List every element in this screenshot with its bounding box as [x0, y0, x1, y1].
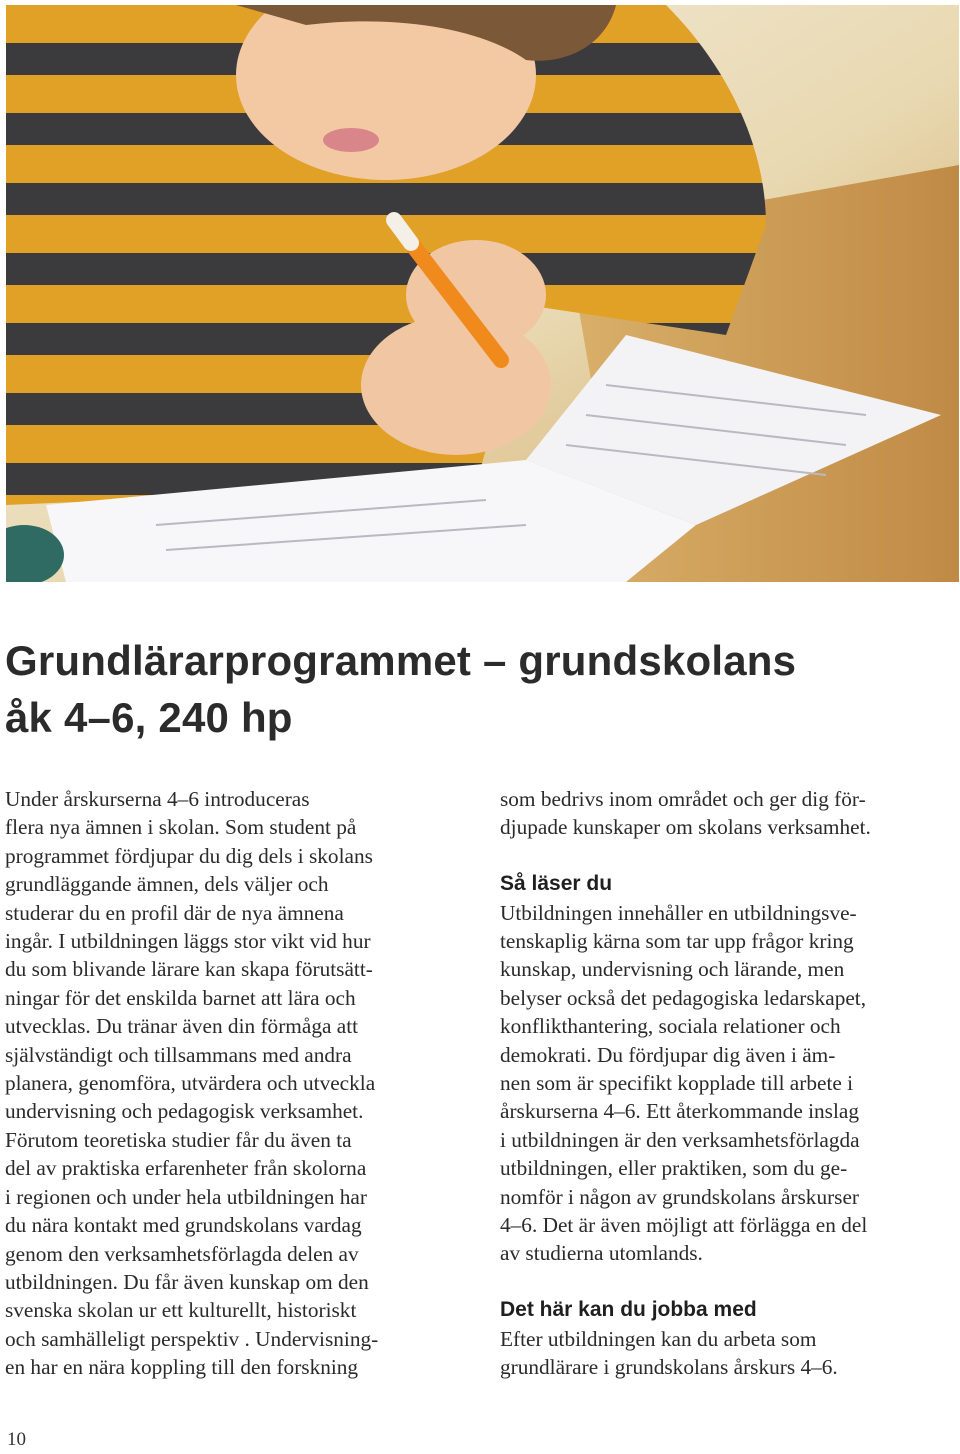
title-line: Grundlärarprogrammet – grundskolans [5, 637, 797, 684]
body-line: 4–6. Det är även möjligt att förlägga en del [500, 1213, 868, 1238]
body-line: genom den verksamhetsförlagda delen av [5, 1241, 359, 1266]
body-line: grundlärare i grundskolans årskurs 4–6. [500, 1355, 838, 1380]
section-heading-sa-laser-du: Så läser du [500, 872, 613, 896]
paragraph-spacer [500, 1268, 958, 1296]
body-line: svenska skolan ur ett kulturellt, historiskt [5, 1298, 357, 1323]
page-title [5, 632, 955, 746]
body-line: Förutom teoretiska studier får du även ta [5, 1127, 352, 1152]
body-line: tenskaplig kärna som tar upp frågor kring [500, 929, 854, 954]
body-line: del av praktiska erfarenheter från skolorna [5, 1156, 367, 1181]
body-line: utbildningen. Du får även kunskap om den [5, 1269, 369, 1294]
body-line: du som blivande lärare kan skapa förutsätt- [5, 957, 373, 982]
body-line: Utbildningen innehåller en utbildningsve- [500, 900, 857, 925]
body-line: planera, genomföra, utvärdera och utveckla [5, 1071, 376, 1096]
body-line: nen som är specifikt kopplade till arbete i [500, 1071, 854, 1096]
body-line: Under årskurserna 4–6 introduceras [5, 787, 310, 811]
body-line: studerar du en profil där de nya ämnena [5, 900, 344, 925]
page-number: 10 [7, 1429, 26, 1450]
right-column [500, 785, 958, 1382]
body-line: ingår. I utbildningen läggs stor vikt vid hur [5, 929, 371, 954]
body-line: djupade kunskaper om skolans verksamhet. [500, 815, 871, 840]
title-line: åk 4–6, 240 hp [5, 694, 293, 741]
body-line: utbildningen, eller praktiken, som du ge- [500, 1156, 848, 1181]
body-line: nomför i någon av grundskolans årskurser [500, 1184, 860, 1209]
hero-photo [6, 5, 959, 582]
body-line: av studierna utomlands. [500, 1241, 703, 1266]
body-line: en har en nära koppling till den forskning [5, 1355, 359, 1380]
body-line: undervisning och pedagogisk verksamhet. [5, 1099, 364, 1124]
section-heading-jobba-med: Det här kan du jobba med [500, 1298, 757, 1322]
body-line: grundläggande ämnen, dels väljer och [5, 872, 329, 897]
body-line: belyser också det pedagogiska ledarskapet, [500, 985, 867, 1010]
body-line: kunskap, undervisning och lärande, men [500, 957, 845, 982]
body-line: Efter utbildningen kan du arbeta som [500, 1326, 817, 1351]
body-line: och samhälleligt perspektiv . Undervisning- [5, 1326, 379, 1351]
left-column [5, 785, 467, 1382]
body-line: ningar för det enskilda barnet att lära och [5, 985, 356, 1010]
body-line: flera nya ämnen i skolan. Som student på [5, 815, 357, 840]
body-line: som bedrivs inom området och ger dig för- [500, 787, 866, 811]
body-line: i utbildningen är den verksamhetsförlagda [500, 1127, 860, 1152]
body-line: programmet fördjupar du dig dels i skolans [5, 843, 373, 868]
body-line: utvecklas. Du tränar även din förmåga att [5, 1014, 359, 1039]
body-line: du nära kontakt med grundskolans vardag [5, 1213, 362, 1238]
photo-child-writing-icon [6, 5, 959, 582]
body-line: självständigt och tillsammans med andra [5, 1042, 352, 1067]
body-line: konflikthantering, sociala relationer och [500, 1014, 841, 1039]
body-line: årskurserna 4–6. Ett återkommande inslag [500, 1099, 859, 1124]
body-line: demokrati. Du fördjupar dig även i äm- [500, 1042, 836, 1067]
paragraph-spacer [500, 842, 958, 870]
body-line: i regionen och under hela utbildningen har [5, 1184, 367, 1209]
